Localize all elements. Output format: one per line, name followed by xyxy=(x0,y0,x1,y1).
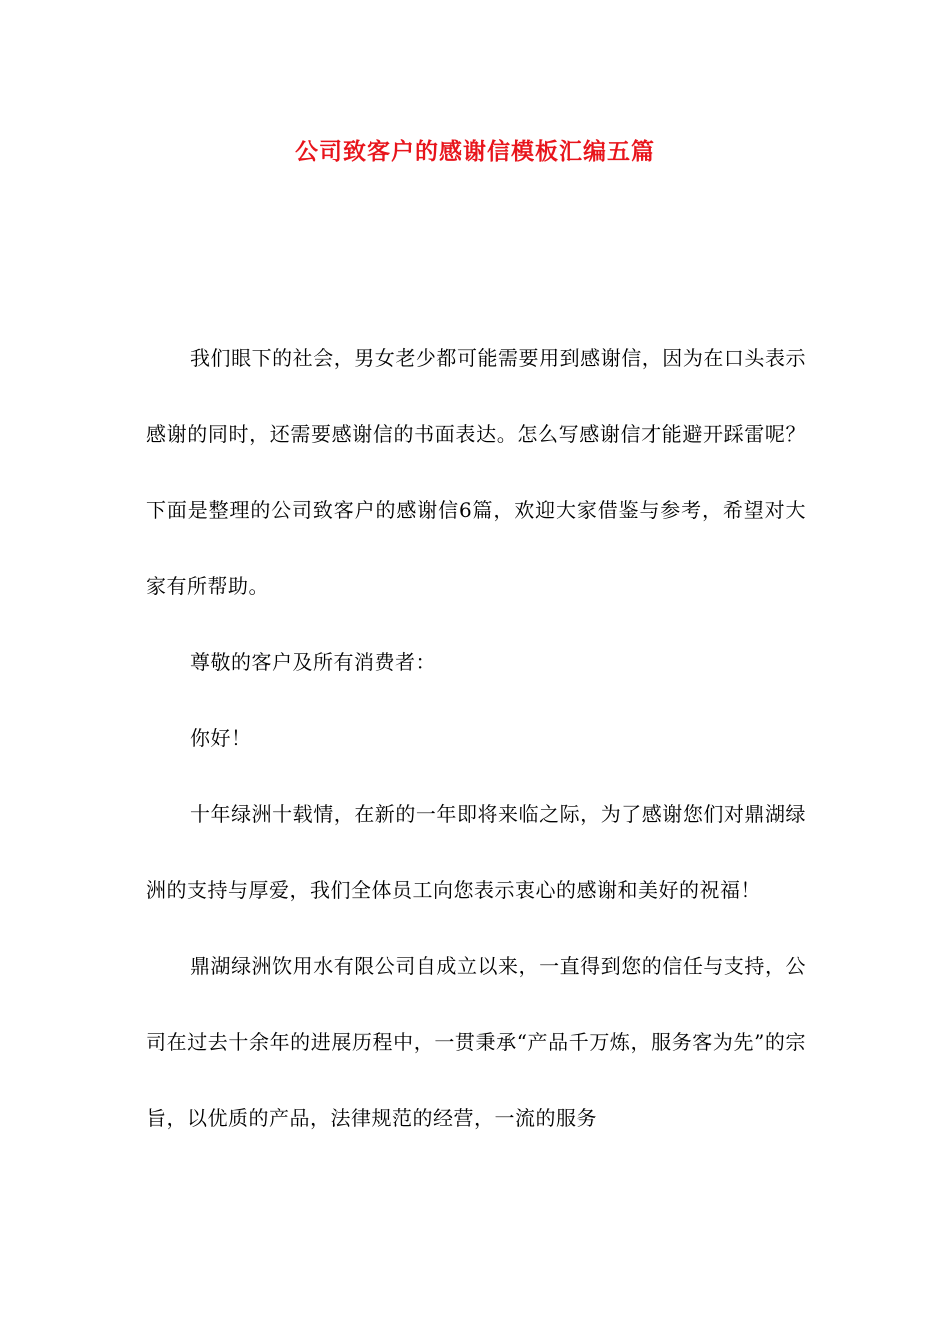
document-body xyxy=(146,320,806,1156)
paragraph-salutation: 尊敬的客户及所有消费者： xyxy=(190,650,436,674)
paragraph-thanks: 十年绿洲十载情，在新的一年即将来临之际，为了感谢您们对鼎湖绿洲的支持与厚爱，我们全体员工向您表示衷心的感谢和美好的祝福！ xyxy=(146,802,806,902)
paragraph-intro: 我们眼下的社会，男女老少都可能需要用到感谢信，因为在口头表示感谢的同时，还需要感谢信的书面表达。怎么写感谢信才能避开踩雷呢？下面是整理的公司致客户的感谢信6篇，欢迎大家借鉴与参考，希望对大家有所帮助。 xyxy=(146,346,806,598)
paragraph-greeting: 你好！ xyxy=(190,726,252,750)
paragraph-company: 鼎湖绿洲饮用水有限公司自成立以来，一直得到您的信任与支持，公司在过去十余年的进展历程中，一贯秉承“产品千万炼，服务客为先”的宗旨，以优质的产品，法律规范的经营，一流的服务 xyxy=(146,954,806,1130)
document-title: 公司致客户的感谢信模板汇编五篇 xyxy=(295,138,655,165)
